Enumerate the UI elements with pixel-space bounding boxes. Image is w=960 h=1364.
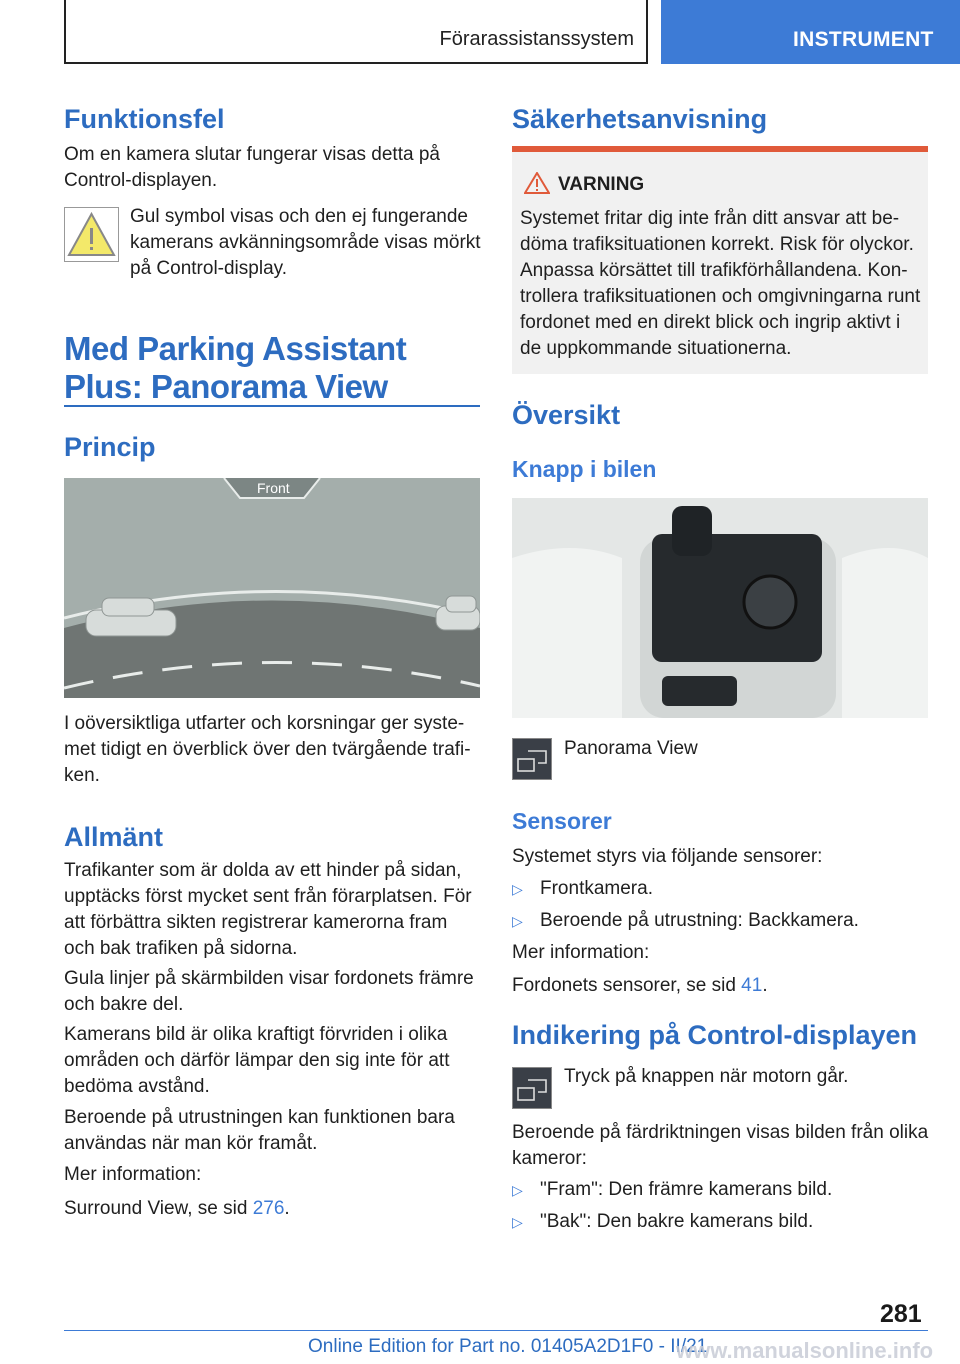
camera-button-svg bbox=[513, 1068, 551, 1108]
warning-text bbox=[520, 206, 920, 362]
paragraph-sensorer: Systemet styrs via följande sensorer: bbox=[512, 846, 823, 867]
warning-triangle-icon bbox=[524, 172, 550, 194]
line: Gul symbol visas och den ej fungerande bbox=[130, 206, 468, 227]
paragraph-funktionsfel bbox=[64, 142, 440, 194]
heading-oversikt: Översikt bbox=[512, 400, 621, 430]
line: Control-displayen. bbox=[64, 170, 218, 191]
line: de uppkommande situationerna. bbox=[520, 338, 792, 359]
heading-underline bbox=[64, 405, 480, 407]
line: met tidigt en överblick över den tvärgående trafi- bbox=[64, 739, 471, 760]
footer-watermark: www.manualsonline.info bbox=[676, 1338, 934, 1363]
paragraph-allmant-2 bbox=[64, 966, 474, 1018]
paragraph-princip bbox=[64, 711, 471, 789]
more-info-label: Mer information: bbox=[64, 1164, 202, 1185]
reference-end: . bbox=[762, 975, 768, 996]
line: områden och därför lämpar den sig inte för att bbox=[64, 1050, 450, 1071]
list-item bbox=[512, 1209, 832, 1241]
camera-button-svg bbox=[513, 739, 551, 779]
reference-fordonets-sensorer bbox=[512, 973, 768, 999]
heading-allmant: Allmänt bbox=[64, 822, 164, 852]
reference-surround-view bbox=[64, 1196, 290, 1222]
warning-box bbox=[512, 146, 928, 374]
warning-icon-description bbox=[130, 204, 481, 282]
image-front-label: Front bbox=[257, 480, 290, 496]
line: fordonet med en direkt blick och ingrip aktivt i bbox=[520, 312, 901, 333]
line: Trafikanter som är dolda av ett hinder på sidan, bbox=[64, 860, 462, 881]
footer-rule bbox=[64, 1330, 928, 1331]
list-item bbox=[512, 876, 859, 908]
list-item-text: "Bak": Den bakre kamerans bild. bbox=[540, 1211, 814, 1232]
heading-line: Med Parking Assistant bbox=[64, 330, 407, 367]
line: döma trafiksituationen korrekt. Risk för olyckor. bbox=[520, 234, 914, 255]
line: kameror: bbox=[512, 1148, 587, 1169]
heading-sensorer: Sensorer bbox=[512, 808, 612, 834]
reference-end: . bbox=[284, 1198, 290, 1219]
footer-edition: Online Edition for Part no. 01405A2D1F0 - II/21 bbox=[308, 1336, 708, 1357]
yellow-warning-triangle-icon bbox=[64, 207, 119, 262]
heading-main bbox=[64, 330, 406, 406]
heading-princip: Princip bbox=[64, 432, 156, 462]
list-item-text: "Fram": Den främre kamerans bild. bbox=[540, 1179, 833, 1200]
heading-knapp-i-bilen: Knapp i bilen bbox=[512, 456, 657, 482]
sensor-list bbox=[512, 876, 859, 940]
paragraph-tryck: Tryck på knappen när motorn går. bbox=[564, 1066, 849, 1087]
list-item-text: Frontkamera. bbox=[540, 878, 653, 899]
triangle-bullet-icon: ▷ bbox=[512, 881, 523, 897]
line: bedöma avstånd. bbox=[64, 1076, 210, 1097]
heading-indikering: Indikering på Control-displayen bbox=[512, 1020, 918, 1050]
list-item-text: Beroende på utrustning: Backkamera. bbox=[540, 910, 859, 931]
line: trollera trafiksituationen och omgivningarna runt bbox=[520, 286, 921, 307]
triangle-bullet-icon: ▷ bbox=[512, 1214, 523, 1230]
heading-funktionsfel: Funktionsfel bbox=[64, 104, 225, 134]
panorama-view-image bbox=[64, 478, 480, 698]
paragraph-allmant-1 bbox=[64, 858, 472, 962]
line: Beroende på utrustningen kan funktionen bara bbox=[64, 1107, 455, 1128]
line: I oöversiktliga utfarter och korsningar ger syste- bbox=[64, 713, 465, 734]
line: Gula linjer på skärmbilden visar fordonets främre bbox=[64, 968, 474, 989]
header-chapter-title: INSTRUMENT bbox=[793, 28, 934, 51]
page-link[interactable]: 41 bbox=[741, 975, 763, 996]
line: kamerans avkänningsområde visas mörkt bbox=[130, 232, 481, 253]
triangle-bullet-icon: ▷ bbox=[512, 913, 523, 929]
line: användas när man kör framåt. bbox=[64, 1133, 318, 1154]
reference-text: Fordonets sensorer, se sid bbox=[512, 975, 742, 996]
line: ken. bbox=[64, 765, 100, 786]
console-scene-svg bbox=[512, 498, 928, 718]
line: Kamerans bild är olika kraftigt förvriden i olika bbox=[64, 1024, 448, 1045]
header-section-box bbox=[64, 0, 648, 64]
paragraph-allmant-3 bbox=[64, 1022, 449, 1100]
warning-bar bbox=[512, 146, 928, 152]
header-section-title: Förarassistanssystem bbox=[439, 28, 634, 50]
page-link[interactable]: 276 bbox=[252, 1198, 285, 1219]
line: Anpassa körsättet till trafikförhållandena. Kon- bbox=[520, 260, 908, 281]
heading-sakerhet: Säkerhetsanvisning bbox=[512, 104, 768, 134]
center-console-image bbox=[512, 498, 928, 718]
line: Beroende på färdriktningen visas bilden från olika bbox=[512, 1122, 929, 1143]
panorama-view-label: Panorama View bbox=[564, 738, 698, 759]
reference-text: Surround View, se sid bbox=[64, 1198, 253, 1219]
line: att förbättra sikten registrerar kamerorna fram bbox=[64, 912, 448, 933]
header-chapter-tab bbox=[661, 0, 960, 64]
heading-line: Plus: Panorama View bbox=[64, 368, 388, 405]
page-number: 281 bbox=[880, 1300, 922, 1328]
warning-triangle-svg bbox=[65, 208, 118, 261]
line: Om en kamera slutar fungerar visas detta på bbox=[64, 144, 440, 165]
panorama-view-button-icon[interactable] bbox=[512, 1067, 552, 1109]
list-item bbox=[512, 908, 859, 940]
line: Systemet fritar dig inte från ditt ansvar att be- bbox=[520, 208, 900, 229]
line: och bakre del. bbox=[64, 994, 184, 1015]
camera-list bbox=[512, 1177, 832, 1241]
panorama-view-button-icon[interactable] bbox=[512, 738, 552, 780]
more-info-label: Mer information: bbox=[512, 942, 650, 963]
line: upptäcks först mycket sent från förarplatsen. För bbox=[64, 886, 472, 907]
list-item bbox=[512, 1177, 832, 1209]
triangle-bullet-icon: ▷ bbox=[512, 1182, 523, 1198]
warning-title: VARNING bbox=[558, 174, 645, 195]
paragraph-beroende bbox=[512, 1120, 928, 1172]
line: på Control-display. bbox=[130, 258, 288, 279]
panorama-scene-svg bbox=[64, 478, 480, 698]
line: och bak trafiken på sidorna. bbox=[64, 938, 298, 959]
paragraph-allmant-4 bbox=[64, 1105, 455, 1157]
